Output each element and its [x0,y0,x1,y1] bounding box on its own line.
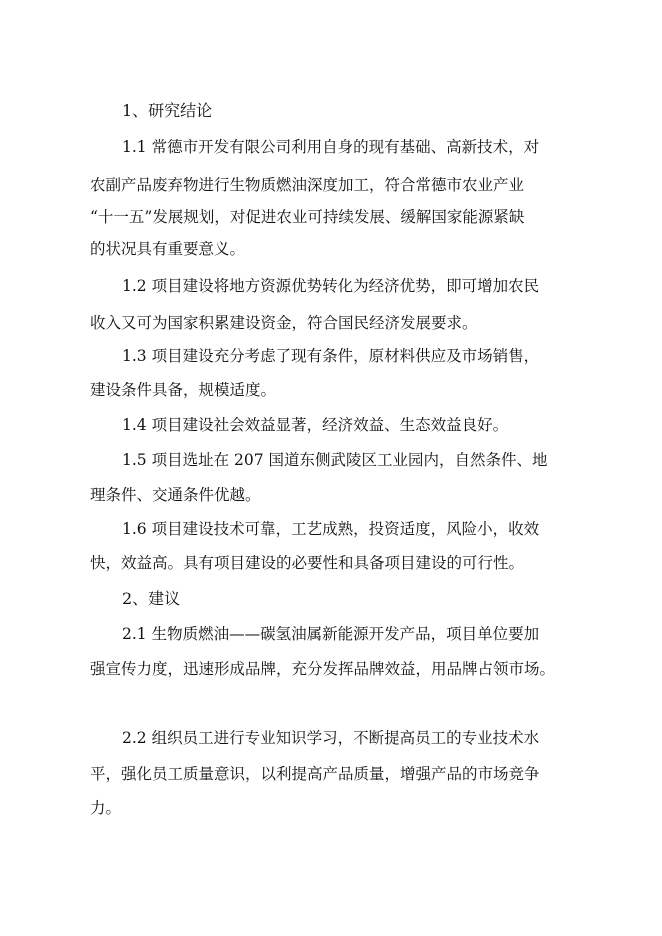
paragraph-2-1-line-1: 2.1 生物质燃油——碳氢油属新能源开发产品，项目单位要加 [122,625,540,643]
paragraph-1-3-line-2: 建设条件具备，规模适度。 [90,381,277,399]
paragraph-1-2-line-1: 1.2 项目建设将地方资源优势转化为经济优势，即可增加农民 [122,277,540,295]
paragraph-2-2-line-1: 2.2 组织员工进行专业知识学习，不断提高员工的专业技术水 [122,729,540,747]
paragraph-1-6-line-2: 快，效益高。具有项目建设的必要性和具备项目建设的可行性。 [90,554,525,572]
paragraph-1-5-line-1: 1.5 项目选址在 207 国道东侧武陵区工业园内，自然条件、地 [122,451,548,469]
section-2-heading: 2、建议 [122,589,181,608]
paragraph-1-6-line-1: 1.6 项目建设技术可靠，工艺成熟，投资适度，风险小，收效 [122,520,540,538]
paragraph-2-1-line-2: 强宣传力度，迅速形成品牌，充分发挥品牌效益，用品牌占领市场。 [90,660,556,678]
section-1-heading: 1、研究结论 [122,101,213,120]
paragraph-1-1-line-4: 的状况具有重要意义。 [90,240,246,258]
paragraph-1-1-line-1: 1.1 常德市开发有限公司利用自身的现有基础、高新技术，对 [122,138,540,156]
paragraph-1-3-line-1: 1.3 项目建设充分考虑了现有条件，原材料供应及市场销售， [122,347,540,365]
paragraph-1-4-line-1: 1.4 项目建设社会效益显著，经济效益、生态效益良好。 [122,416,509,434]
paragraph-2-2-line-2: 平，强化员工质量意识，以利提高产品质量，增强产品的市场竞争 [90,765,540,783]
paragraph-1-1-line-3: “十一五”发展规划，对促进农业可持续发展、缓解国家能源紧缺 [90,208,525,226]
paragraph-1-2-line-2: 收入又可为国家积累建设资金，符合国民经济发展要求。 [90,314,478,332]
paragraph-2-2-line-3: 力。 [90,799,122,817]
paragraph-1-5-line-2: 理条件、交通条件优越。 [90,486,261,504]
paragraph-1-1-line-2: 农副产品废弃物进行生物质燃油深度加工，符合常德市农业产业 [90,176,525,194]
